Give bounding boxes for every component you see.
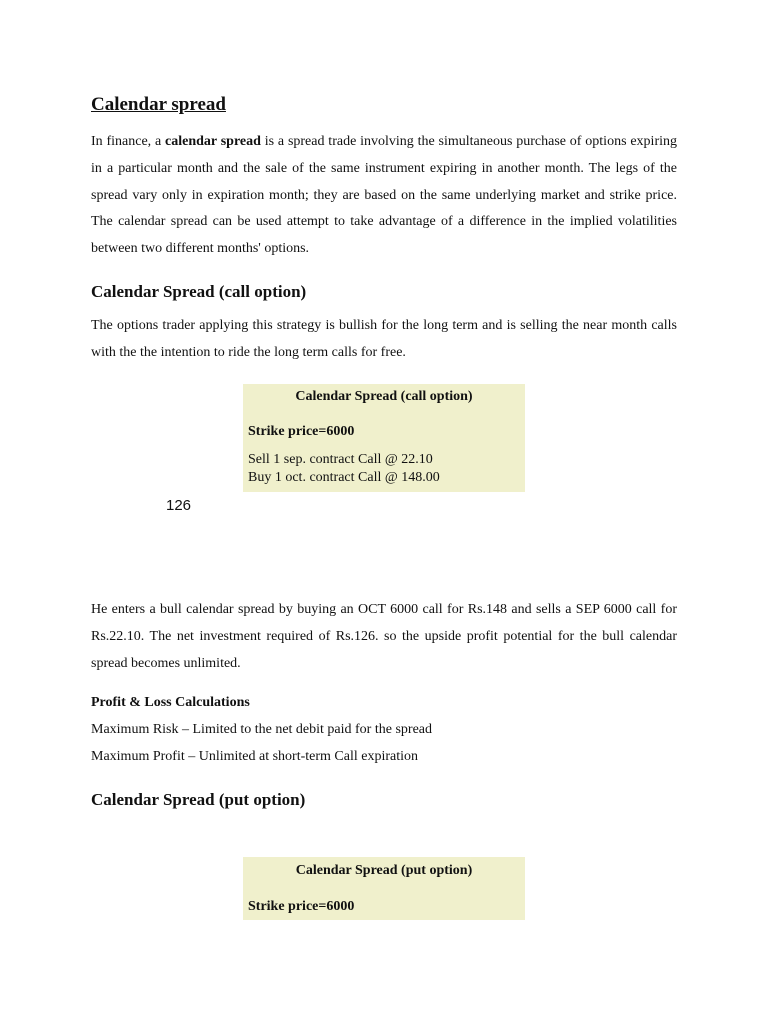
intro-term: calendar spread: [165, 134, 261, 149]
put-box-title: Calendar Spread (put option): [295, 863, 473, 878]
call-option-box: [243, 384, 525, 492]
put-option-box: [243, 857, 525, 920]
pnl-heading: Profit & Loss Calculations: [91, 695, 250, 710]
net-value: 126: [166, 497, 192, 514]
intro-text: is a spread trade involving the simultaneous purchase of options expiring in a particular month and the sale of the same instrument expiring in another month. The legs of the spread vary only in expiration month; they are based on the same underlying market and strike price. The calendar spread can be used attempt to take advantage of a difference in the implied volatilities between two different months' options.: [91, 134, 677, 257]
call-box-title: Calendar Spread (call option): [295, 389, 473, 404]
put-section-heading: Calendar Spread (put option): [91, 790, 306, 809]
section-title: Calendar spread: [91, 94, 226, 115]
call-box-buy: Buy 1 oct. contract Call @ 148.00: [248, 470, 440, 485]
call-description: The options trader applying this strategy is bullish for the long term and is selling the near month calls with the the intention to ride the long term calls for free.: [91, 318, 677, 360]
call-section-heading: Calendar Spread (call option): [91, 282, 307, 301]
call-box-strike: Strike price=6000: [248, 424, 355, 439]
pnl-max-risk: Maximum Risk – Limited to the net debit paid for the spread: [91, 722, 432, 737]
intro-prefix: In finance, a: [91, 134, 166, 149]
pnl-max-profit: Maximum Profit – Unlimited at short-term Call expiration: [91, 749, 419, 764]
intro-paragraph: [91, 129, 677, 263]
call-explanation: He enters a bull calendar spread by buying an OCT 6000 call for Rs.148 and sells a SEP 6000 call for Rs.22.10. The net investment required of Rs.126. so the upside profit potential for the bull calendar spread becomes unlimited.: [91, 602, 677, 671]
call-box-sell: Sell 1 sep. contract Call @ 22.10: [248, 452, 433, 467]
put-box-strike: Strike price=6000: [248, 899, 355, 914]
